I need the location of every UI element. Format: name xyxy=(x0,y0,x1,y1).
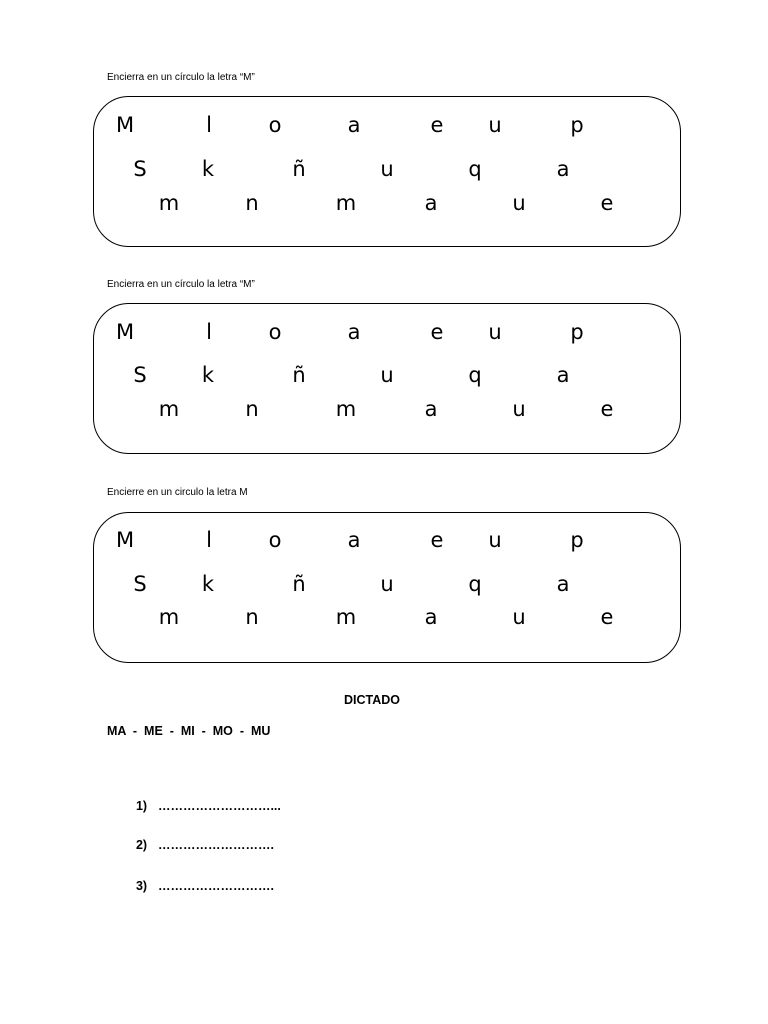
letter: u xyxy=(512,605,526,629)
letter: u xyxy=(380,157,394,181)
letter: u xyxy=(488,320,502,344)
letter: p xyxy=(570,320,584,344)
exercise-1-letter-box xyxy=(93,96,681,247)
letter: u xyxy=(380,363,394,387)
letter: n xyxy=(245,191,259,215)
letter: e xyxy=(430,113,444,137)
item-number: 1) xyxy=(135,799,148,813)
letter: o xyxy=(268,113,282,137)
item-number: 3) xyxy=(135,879,148,893)
answer-blank: ………………………. xyxy=(157,838,274,852)
dictation-line-3 xyxy=(129,864,274,894)
letter: a xyxy=(424,397,438,421)
letter: q xyxy=(468,363,482,387)
letter: u xyxy=(488,113,502,137)
letter: e xyxy=(600,605,614,629)
letter: u xyxy=(488,528,502,552)
letter: o xyxy=(268,528,282,552)
letter: a xyxy=(556,572,570,596)
letter: ñ xyxy=(292,157,306,181)
letter: p xyxy=(570,113,584,137)
letter: S xyxy=(133,572,147,596)
exercise-1-instruction: Encierra en un círculo la letra “M” xyxy=(107,72,255,83)
letter: k xyxy=(201,572,215,596)
exercise-3-instruction: Encierre en un circulo la letra M xyxy=(107,487,248,498)
letter: S xyxy=(133,157,147,181)
letter: a xyxy=(347,113,361,137)
answer-blank: ………………………... xyxy=(157,799,281,813)
letter: u xyxy=(512,191,526,215)
letter: e xyxy=(430,528,444,552)
letter: u xyxy=(512,397,526,421)
letter: m xyxy=(158,191,180,215)
letter: a xyxy=(347,528,361,552)
letter: m xyxy=(158,605,180,629)
letter: l xyxy=(206,320,212,344)
letter: n xyxy=(245,605,259,629)
letter: m xyxy=(335,605,357,629)
letter: p xyxy=(570,528,584,552)
letter: u xyxy=(380,572,394,596)
item-number: 2) xyxy=(135,838,148,852)
exercise-2-instruction: Encierra en un círculo la letra “M” xyxy=(107,279,255,290)
dictation-line-2 xyxy=(129,823,274,853)
letter: m xyxy=(158,397,180,421)
letter: k xyxy=(201,363,215,387)
letter: ñ xyxy=(292,572,306,596)
syllable-list: MA - ME - MI - MO - MU xyxy=(107,724,271,738)
letter: m xyxy=(335,397,357,421)
letter: k xyxy=(201,157,215,181)
answer-blank: ………………………. xyxy=(157,879,274,893)
letter: q xyxy=(468,572,482,596)
exercise-3-letter-box xyxy=(93,512,681,663)
exercise-2-letter-box xyxy=(93,303,681,454)
letter: a xyxy=(347,320,361,344)
letter: e xyxy=(430,320,444,344)
letter: S xyxy=(133,363,147,387)
letter: a xyxy=(424,191,438,215)
letter: e xyxy=(600,191,614,215)
letter: e xyxy=(600,397,614,421)
letter: m xyxy=(335,191,357,215)
letter: a xyxy=(556,157,570,181)
letter: a xyxy=(424,605,438,629)
letter: M xyxy=(115,320,135,344)
letter: M xyxy=(115,113,135,137)
dictado-title: DICTADO xyxy=(343,693,400,707)
dictation-line-1 xyxy=(129,784,281,814)
letter: n xyxy=(245,397,259,421)
letter: o xyxy=(268,320,282,344)
letter: ñ xyxy=(292,363,306,387)
letter: M xyxy=(115,528,135,552)
letter: a xyxy=(556,363,570,387)
letter: l xyxy=(206,113,212,137)
letter: q xyxy=(468,157,482,181)
letter: l xyxy=(206,528,212,552)
